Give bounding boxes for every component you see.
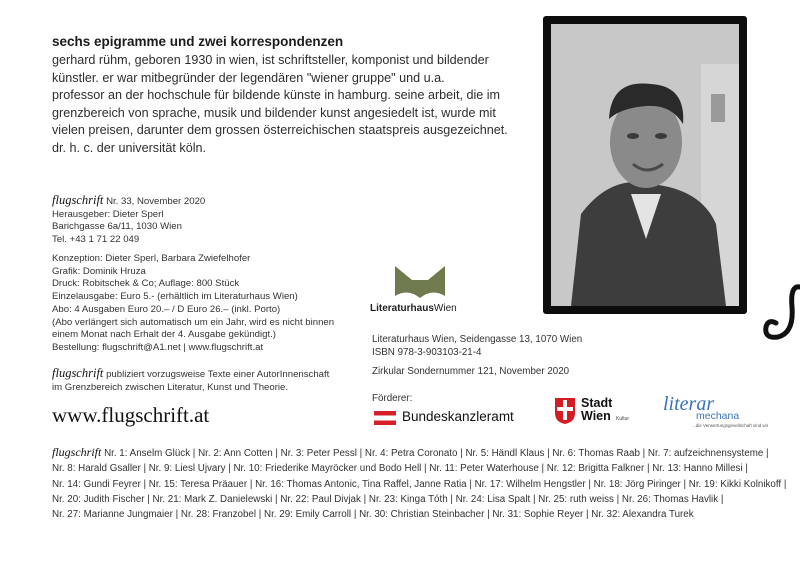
portrait-illustration (551, 24, 739, 306)
imprint-publisher (52, 194, 372, 247)
stadt-wien-logo (554, 397, 634, 431)
bundeskanzleramt-logo (372, 408, 522, 428)
mechana-label: mechana (696, 410, 740, 422)
author-bio (52, 52, 512, 158)
bio-line: grenzbereich von sprache, musik und bildender kunst angesiedelt ist, wurde mit (52, 105, 496, 120)
website-link[interactable]: www.flugschrift.at (52, 403, 210, 427)
issue-line: Nr. 14: Gundi Feyrer | Nr. 15: Teresa Präauer | Nr. 16: Thomas Antonic, Tina Raffel, Janne Ratia | Nr. 17: Wilhelm Hengstler | Nr. 18: Jörg Piringer | Nr. 19: Kikki Kolnikoff | (52, 478, 787, 490)
single-price: Einzelausgabe: Euro 5.- (erhältlich im Literaturhaus Wien) (52, 291, 298, 303)
note-line (52, 367, 372, 382)
imprint-details (52, 253, 372, 355)
kultur-label: Kultur (616, 416, 630, 422)
sponsors-label: Förderer: (372, 393, 413, 404)
issue-line: flugschrift Nr. 1: Anselm Glück | Nr. 2: Ann Cotten | Nr. 3: Peter Pessl | Nr. 4: Petra Coronato | Nr. 5: Händl Klaus | Nr. 6: Thomas Raab | Nr. 7: aufzeichnensysteme | (52, 445, 769, 459)
wien-shield-icon (554, 397, 576, 425)
bio-line: dr. h. c. der universität köln. (52, 140, 206, 155)
concept: Konzeption: Dieter Sperl, Barbara Zwiefelhofer (52, 253, 251, 264)
imprint-note (52, 367, 372, 394)
note-text: publiziert vorzugsweise Texte einer AutorInnenschaft (103, 369, 330, 380)
subscription-price: Abo: 4 Ausgaben Euro 20.– / D Euro 26.– (inkl. Porto) (52, 303, 281, 315)
brand-name: flugschrift (52, 366, 104, 380)
bio-line: professor an der hochschule für bildende künste in hamburg. seine arbeit, die im (52, 88, 501, 103)
issue-line: Nr. 27: Marianne Jungmaier | Nr. 28: Franzobel | Nr. 29: Emily Carroll | Nr. 30: Christian Steinbacher | Nr. 31: Sophie Reyer | Nr. 32: Alexandra Turek (52, 509, 694, 521)
literar-mechana-logo (663, 393, 769, 433)
page-heading: sechs epigramme und zwei korrespondenzen (52, 34, 344, 49)
isbn: ISBN 978-3-903103-21-4 (372, 347, 482, 358)
bio-line: gerhard rühm, geboren 1930 in wien, ist schriftsteller, komponist und bildender (52, 53, 489, 67)
order-info: Bestellung: flugschrift@A1.net | www.flugschrift.at (52, 341, 264, 353)
literaturhaus-label: LiteraturhausWien (370, 303, 457, 314)
bio-line: künstler. er war mitbegründer der legendären "wiener gruppe" und u.a. (52, 70, 445, 85)
photo-image (551, 24, 739, 306)
decorative-curl-icon (756, 283, 800, 343)
note-line: im Grenzbereich zwischen Literatur, Kunst und Theorie. (52, 381, 289, 393)
subscription-note: (Abo verlängert sich automatisch um ein Jahr, wird es nicht binnen (52, 316, 335, 328)
graphics: Grafik: Dominik Hruza (52, 265, 146, 277)
austria-flag-icon (374, 411, 396, 425)
issue-list (52, 445, 787, 522)
print-run: Druck: Robitschek & Co; Auflage: 800 Stück (52, 278, 240, 290)
bio-line: vielen preisen, darunter dem grossen österreichischen staatspreis ausgezeichnet. (52, 123, 508, 138)
issue-number: Nr. 33, November 2020 (103, 196, 206, 207)
publisher: Herausgeber: Dieter Sperl (52, 208, 164, 220)
literaturhaus-address (372, 333, 582, 359)
street-address: Barichgasse 6a/11, 1030 Wien (52, 221, 182, 233)
brand-name: flugschrift (52, 193, 104, 207)
imprint-issue-line (52, 194, 372, 209)
issue-line: Nr. 8: Harald Gsaller | Nr. 9: Liesl Ujvary | Nr. 10: Friederike Mayröcker und Bodo Hell | Nr. 11: Peter Waterhouse | Nr. 12: Brigitta Falkner | Nr. 13: Hanno Millesi | (52, 463, 748, 475)
stadt-wien-label: Stadt Wien (581, 396, 613, 423)
zirkular-number: Zirkular Sondernummer 121, November 2020 (372, 366, 570, 377)
bundeskanzleramt-label: Bundeskanzleramt (402, 409, 514, 424)
subscription-note: einem Monat nach Erhalt der 4. Ausgabe gekündigt.) (52, 329, 276, 341)
author-photo (543, 16, 747, 314)
phone: Tel. +43 1 71 22 049 (52, 234, 140, 246)
brand-name: flugschrift (52, 445, 102, 459)
address-line: Literaturhaus Wien, Seidengasse 13, 1070 Wien (372, 334, 583, 345)
literar-tagline: ...die Verwertungsgesellschaft sind wir (692, 423, 769, 428)
literar-label: literar (663, 393, 715, 415)
issue-line: Nr. 20: Judith Fischer | Nr. 21: Mark Z. Danielewski | Nr. 22: Paul Divjak | Nr. 23: Kinga Tóth | Nr. 24: Lisa Spalt | Nr. 25: ruth weiss | Nr. 26: Thomas Havlik | (52, 493, 724, 505)
